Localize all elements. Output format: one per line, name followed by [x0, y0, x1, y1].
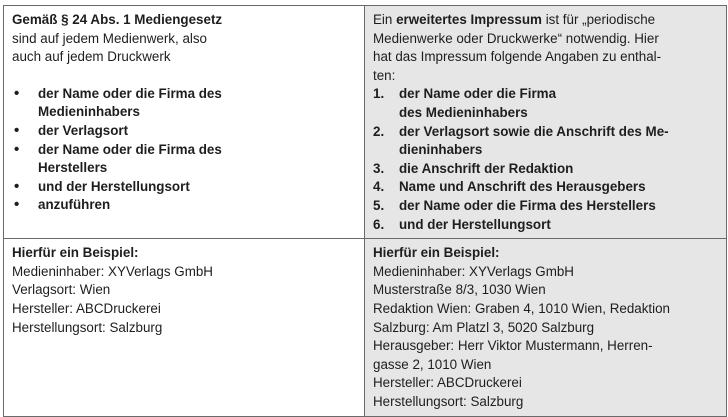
item-number: 1. [373, 86, 385, 102]
list-item-text: Medieninhabers [38, 104, 140, 120]
list-item [373, 197, 718, 216]
list-item [12, 196, 356, 215]
example-line: Musterstraße 8/3, 1030 Wien [373, 282, 546, 298]
intro-line: hat das Impressum folgende Angaben zu enthal- [373, 49, 662, 65]
example-line: Herstellungsort: Salzburg [373, 393, 524, 409]
example-line: Redaktion Wien: Graben 4, 1010 Wien, Redaktion [373, 300, 670, 316]
required-items-list [12, 85, 356, 215]
example-line: Hersteller: ABCDruckerei [12, 300, 161, 316]
example-heading: Hierfür ein Beispiel: [12, 245, 139, 261]
list-item [373, 160, 718, 179]
impressum-table [3, 5, 727, 417]
item-number: 3. [373, 160, 385, 176]
list-item-text: • anzuführen [38, 197, 111, 213]
intro-text: Ein [373, 12, 397, 27]
intro-emphasis: erweitertes Impressum [396, 12, 542, 27]
list-item-text: • der Verlagsort [38, 122, 129, 138]
intro-line: Medienwerke oder Druckwerke“ notwendig. Hier [373, 30, 659, 46]
list-item-text: Herstellers [38, 160, 108, 176]
cell-heading: Gemäß § 24 Abs. 1 Mediengesetz [12, 12, 223, 27]
example-heading: Hierfür ein Beispiel: [373, 245, 500, 261]
example-line: Hersteller: ABCDruckerei [373, 375, 522, 391]
intro-line: ten: [373, 67, 396, 83]
list-item-text: der Verlagsort sowie die Anschrift des Me- [399, 123, 669, 139]
example-line: gasse 2, 1010 Wien [373, 356, 492, 372]
list-item [373, 178, 718, 197]
example-line: Medieninhaber: XYVerlags GmbH [12, 263, 213, 279]
cell-extended-impressum [365, 6, 727, 239]
list-item [12, 141, 356, 178]
item-number: 2. [373, 123, 385, 139]
list-item [373, 123, 718, 160]
intro-line: auch auf jedem Druckwerk [12, 49, 171, 65]
table-row [4, 239, 727, 417]
table-row [4, 6, 727, 239]
item-number: 6. [373, 216, 385, 232]
item-number: 5. [373, 197, 385, 213]
example-line: Salzburg: Am Platzl 3, 5020 Salzburg [373, 319, 595, 335]
list-item-text: • und der Herstellungsort [38, 178, 190, 194]
cell-extended-example [365, 239, 727, 417]
list-item-text: • der Name oder die Firma des [38, 85, 222, 101]
item-number: 4. [373, 179, 385, 195]
list-item-text: Name und Anschrift des Herausgebers [399, 179, 646, 195]
list-item-text: und der Herstellungsort [399, 216, 551, 232]
list-item [12, 178, 356, 197]
intro-line [373, 11, 718, 30]
list-item-text: der Name oder die Firma des Herstellers [399, 197, 656, 213]
example-line: Herausgeber: Herr Viktor Mustermann, Herren- [373, 338, 653, 354]
list-item [373, 85, 718, 122]
extended-items-list [373, 85, 718, 234]
intro-line: sind auf jedem Medienwerk, also [12, 30, 208, 46]
cell-basic-example [4, 239, 365, 417]
cell-basic-impressum [4, 6, 365, 239]
example-line: Herstellungsort: Salzburg [12, 319, 163, 335]
example-line: Medieninhaber: XYVerlags GmbH [373, 263, 574, 279]
list-item-text: des Medieninhabers [399, 104, 528, 120]
list-item-text: der Name oder die Firma [399, 86, 557, 102]
list-item-text: dieninhabers [399, 142, 483, 158]
intro-text: ist für „periodische [541, 12, 656, 27]
list-item [12, 85, 356, 122]
list-item [12, 122, 356, 141]
list-item-text: die Anschrift der Redaktion [399, 160, 574, 176]
example-line: Verlagsort: Wien [12, 282, 111, 298]
list-item-text: • der Name oder die Firma des [38, 141, 222, 157]
list-item [373, 216, 718, 235]
